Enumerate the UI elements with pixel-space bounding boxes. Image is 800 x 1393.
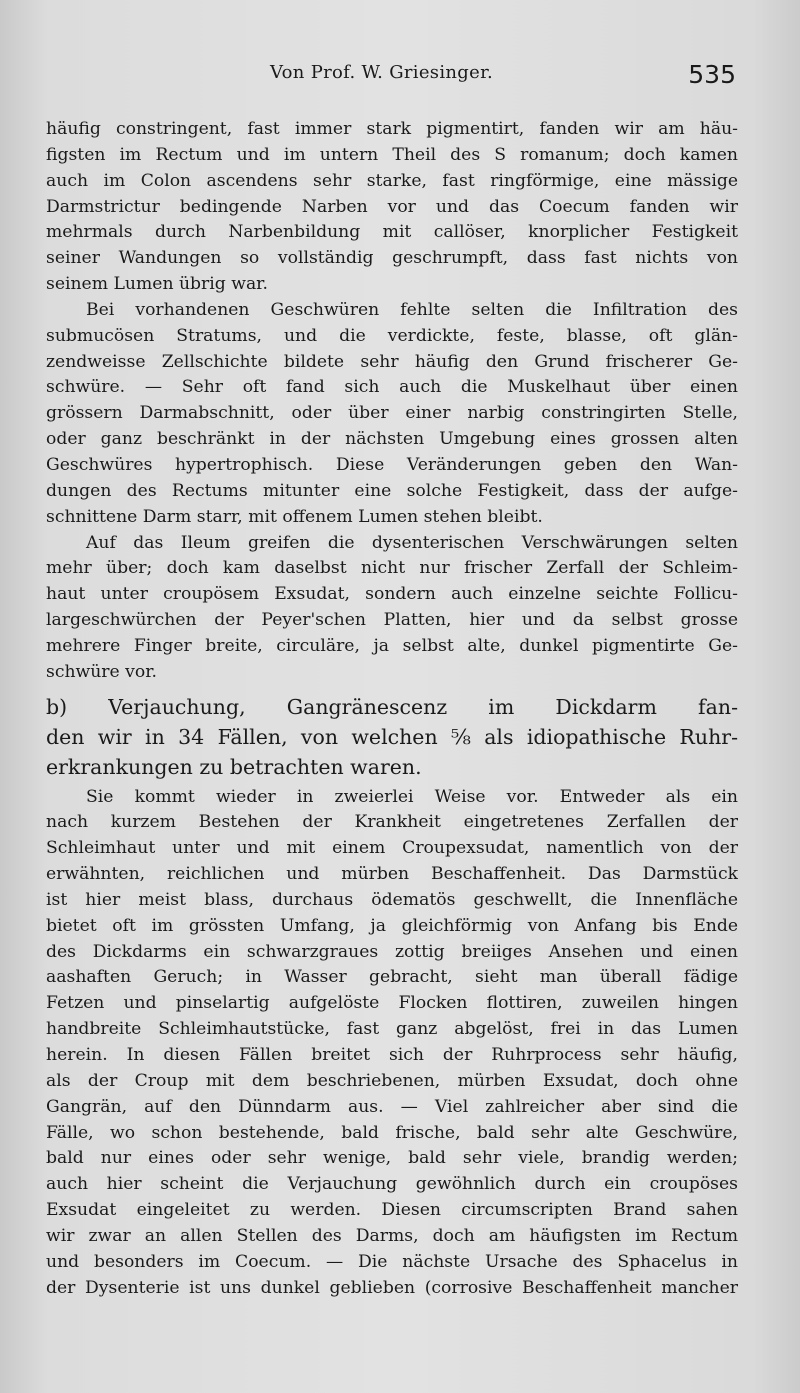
- text-line: Exsudat eingeleitet zu werden. Diesen circumscripten Brand sahen: [46, 1200, 738, 1221]
- text-line: schwüre vor.: [46, 661, 157, 682]
- text-line: Darmstrictur bedingende Narben vor und das Coecum fanden wir: [46, 196, 738, 217]
- text-line: Geschwüres hypertrophisch. Diese Veränderungen geben den Wan-: [46, 454, 738, 475]
- text-line: Gangrän, auf den Dünndarm aus. — Viel zahlreicher aber sind die: [46, 1096, 738, 1117]
- fraction: ⅝: [450, 724, 471, 749]
- text-line: oder ganz beschränkt in der nächsten Umgebung eines grossen alten: [46, 429, 738, 450]
- text-line: Fetzen und pinselartig aufgelöste Flocken flottiren, zuweilen hingen: [46, 993, 738, 1014]
- paragraph-4: [46, 785, 738, 1302]
- section-heading: [46, 692, 738, 782]
- text-line: Auf das Ileum greifen die dysenterischen Verschwärungen selten: [86, 532, 738, 553]
- text-line: seiner Wandungen so vollständig geschrumpft, dass fast nichts von: [46, 248, 738, 269]
- paragraph-1: [46, 117, 738, 298]
- text-line: nach kurzem Bestehen der Krankheit eingetretenes Zerfallen der: [46, 812, 738, 833]
- text-line: zendweisse Zellschichte bildete sehr häufig den Grund frischerer Ge-: [46, 351, 738, 372]
- text-line: auch hier scheint die Verjauchung gewöhnlich durch ein croupöses: [46, 1174, 738, 1195]
- paragraph-2: [46, 298, 738, 531]
- text-line: wir zwar an allen Stellen des Darms, doch am häufigsten im Rectum: [46, 1225, 738, 1246]
- text-line: häufig constringent, fast immer stark pigmentirt, fanden wir am häu-: [46, 119, 738, 139]
- page-header: [0, 62, 800, 94]
- running-head: Von Prof. W. Griesinger.: [270, 62, 494, 83]
- text-line: Bei vorhandenen Geschwüren fehlte selten die Infiltration des: [86, 299, 738, 320]
- text-line: aashaften Geruch; in Wasser gebracht, sieht man überall fädige: [46, 967, 738, 988]
- paragraph-3: [46, 531, 738, 686]
- text-line: des Dickdarms ein schwarzgraues zottig breiiges Ansehen und einen: [46, 941, 738, 962]
- text-line: figsten im Rectum und im untern Theil des S romanum; doch kamen: [46, 144, 738, 165]
- text-line: haut unter croupösem Exsudat, sondern auch einzelne seichte Follicu-: [46, 584, 738, 605]
- text-line: largeschwürchen der Peyer'schen Platten, hier und da selbst grosse: [46, 610, 738, 631]
- page-number: 535: [688, 60, 736, 89]
- text-line: herein. In diesen Fällen breitet sich der Ruhrprocess sehr häufig,: [46, 1045, 738, 1065]
- text-line: dungen des Rectums mitunter eine solche Festigkeit, dass der aufge-: [46, 480, 738, 501]
- text-line: mehrere Finger breite, circuläre, ja selbst alte, dunkel pigmentirte Ge-: [46, 635, 738, 656]
- text-line: Fälle, wo schon bestehende, bald frische, bald sehr alte Geschwüre,: [46, 1122, 738, 1143]
- text-line: ist hier meist blass, durchaus ödematös geschwellt, die Innenfläche: [46, 889, 738, 910]
- text-line: schwüre. — Sehr oft fand sich auch die Muskelhaut über einen: [46, 377, 738, 398]
- text-line: und besonders im Coecum. — Die nächste Ursache des Sphacelus in: [46, 1251, 738, 1272]
- text-line: mehr über; doch kam daselbst nicht nur frischer Zerfall der Schleim-: [46, 558, 738, 579]
- heading-line: erkrankungen zu betrachten waren.: [46, 754, 422, 779]
- text-line: handbreite Schleimhautstücke, fast ganz abgelöst, frei in das Lumen: [46, 1019, 738, 1040]
- heading-line: b) Verjauchung, Gangränescenz im Dickdarm fan-: [46, 694, 738, 719]
- text-line: mehrmals durch Narbenbildung mit callöser, knorplicher Festigkeit: [46, 222, 738, 243]
- text-line: der Dysenterie ist uns dunkel geblieben (corrosive Beschaffenheit mancher: [46, 1277, 738, 1298]
- text-line: grössern Darmabschnitt, oder über einer narbig constringirten Stelle,: [46, 403, 738, 424]
- text-line: erwähnten, reichlichen und mürben Beschaffenheit. Das Darmstück: [46, 864, 738, 885]
- heading-line: [46, 722, 738, 752]
- text-line: bald nur eines oder sehr wenige, bald sehr viele, brandig werden;: [46, 1148, 738, 1169]
- text-line: seinem Lumen übrig war.: [46, 274, 268, 295]
- text-line: Schleimhaut unter und mit einem Croupexsudat, namentlich von der: [46, 838, 738, 859]
- heading-text: den wir in 34 Fällen, von welchen: [46, 724, 451, 749]
- text-line: Sie kommt wieder in zweierlei Weise vor. Entweder als ein: [86, 786, 738, 807]
- text-line: schnittene Darm starr, mit offenem Lumen stehen bleibt.: [46, 506, 543, 527]
- heading-text: als idiopathische Ruhr-: [470, 724, 738, 749]
- text-line: submucösen Stratums, und die verdickte, feste, blasse, oft glän-: [46, 325, 738, 346]
- text-line: bietet oft im grössten Umfang, ja gleichförmig von Anfang bis Ende: [46, 915, 738, 936]
- text-body: [46, 117, 738, 1301]
- text-line: auch im Colon ascendens sehr starke, fast ringförmige, eine mässige: [46, 170, 738, 191]
- text-line: als der Croup mit dem beschriebenen, mürben Exsudat, doch ohne: [46, 1070, 738, 1091]
